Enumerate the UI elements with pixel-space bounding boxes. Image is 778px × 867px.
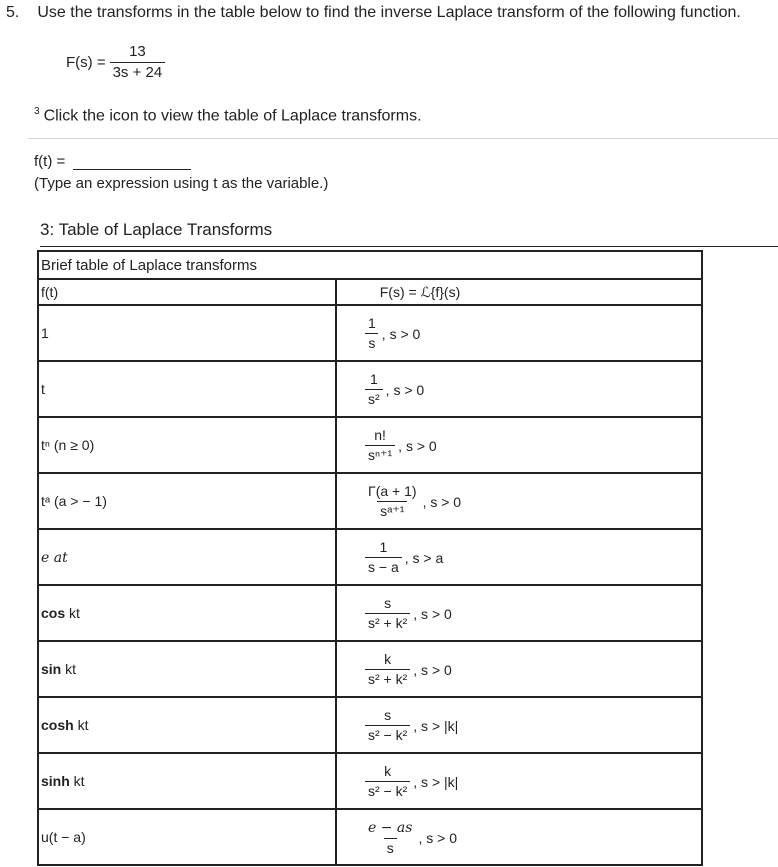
fs-numerator: 13 xyxy=(129,43,146,60)
table-caption-row xyxy=(38,251,702,279)
transfer-function xyxy=(66,44,165,81)
table-row xyxy=(38,585,702,641)
table-cell-ft xyxy=(38,809,336,865)
transform-denominator: s² + k² xyxy=(365,669,410,687)
table-cell-ft xyxy=(38,697,336,753)
col-header-fs: F(s) = ℒ{f}(s) xyxy=(336,279,702,305)
fn-expression: t xyxy=(41,381,45,397)
table-cell-ft xyxy=(38,473,336,529)
fn-arg: kt xyxy=(69,773,85,789)
transform-fraction xyxy=(365,596,410,630)
transform-denominator: s² − k² xyxy=(365,725,410,743)
table-cell-ft xyxy=(38,753,336,809)
table-caption: Brief table of Laplace transforms xyxy=(38,251,702,279)
transform-numerator: e − as xyxy=(368,819,413,836)
transform-fraction xyxy=(365,372,383,406)
transform-condition: , s > |k| xyxy=(413,717,459,734)
table-cell-ft xyxy=(38,641,336,697)
fn-expression: u(t − a) xyxy=(41,829,86,845)
table-cell-fs xyxy=(336,697,702,753)
transform-denominator: s − a xyxy=(365,557,402,575)
table-row xyxy=(38,305,702,361)
table-cell-fs xyxy=(336,473,702,529)
table-link-icon[interactable]: 3 xyxy=(34,106,40,117)
fn-expression: tᵃ (a > − 1) xyxy=(41,493,107,509)
transform-expression xyxy=(365,596,452,630)
table-window-title: 3: Table of Laplace Transforms xyxy=(40,220,273,239)
table-row xyxy=(38,809,702,865)
transform-condition: , s > 0 xyxy=(398,437,437,454)
table-cell-fs xyxy=(336,753,702,809)
fn-expression: e at xyxy=(41,549,68,566)
transform-condition: , s > 0 xyxy=(413,605,452,622)
table-row xyxy=(38,473,702,529)
transform-numerator: s xyxy=(384,707,392,724)
transform-fraction xyxy=(365,316,379,350)
fs-fraction xyxy=(110,44,166,81)
transform-expression xyxy=(365,652,452,686)
transform-fraction xyxy=(365,484,420,518)
table-window-divider xyxy=(40,246,778,247)
table-cell-ft xyxy=(38,417,336,473)
table-link-text: Click the icon to view the table of Laplace transforms. xyxy=(43,107,422,125)
table-row xyxy=(38,361,702,417)
transform-denominator: s xyxy=(365,333,378,351)
table-cell-ft xyxy=(38,529,336,585)
question-number: 5. xyxy=(6,4,20,21)
transform-fraction xyxy=(365,764,410,798)
table-header-row xyxy=(38,279,702,305)
transform-denominator: sⁿ⁺¹ xyxy=(365,445,395,463)
transform-numerator: 1 xyxy=(379,539,388,556)
transform-condition: , s > 0 xyxy=(413,661,452,678)
transform-expression xyxy=(365,821,457,855)
fn-name: sinh xyxy=(41,773,70,789)
transform-condition: , s > 0 xyxy=(418,830,457,846)
table-cell-ft xyxy=(38,585,336,641)
transform-numerator: Γ(a + 1) xyxy=(368,483,417,500)
answer-row xyxy=(34,151,191,170)
fn-name: cosh xyxy=(41,717,74,733)
transform-expression xyxy=(365,708,458,742)
fn-arg: kt xyxy=(61,661,77,677)
transform-expression xyxy=(365,764,458,798)
table-cell-fs xyxy=(336,809,702,865)
transform-numerator: s xyxy=(384,595,392,612)
transform-numerator: k xyxy=(384,763,392,780)
table-link[interactable] xyxy=(34,106,422,125)
fn-expression: tⁿ (n ≥ 0) xyxy=(41,437,95,453)
transform-denominator: s² + k² xyxy=(365,613,410,631)
transform-denominator: s xyxy=(384,838,397,856)
transform-denominator: s² xyxy=(365,389,383,407)
table-cell-ft xyxy=(38,305,336,361)
col-header-ft: f(t) xyxy=(38,279,336,305)
table-row xyxy=(38,417,702,473)
ft-label: f(t) = xyxy=(34,153,66,170)
table-cell-fs xyxy=(336,305,702,361)
question-prompt: Use the transforms in the table below to find the inverse Laplace transform of the following function. xyxy=(37,4,741,21)
section-divider xyxy=(28,138,778,139)
transform-expression xyxy=(365,372,424,406)
transform-denominator: s² − k² xyxy=(365,781,410,799)
transform-fraction xyxy=(365,540,402,574)
transform-condition: , s > 0 xyxy=(385,381,425,398)
table-row xyxy=(38,529,702,585)
transform-expression xyxy=(365,428,437,462)
transform-condition: , s > a xyxy=(404,549,444,566)
transform-numerator: n! xyxy=(374,427,386,444)
transform-fraction xyxy=(365,652,410,686)
table-row xyxy=(38,697,702,753)
answer-input[interactable] xyxy=(73,151,191,170)
transform-condition: , s > 0 xyxy=(381,325,421,342)
table-row xyxy=(38,753,702,809)
transform-condition: , s > |k| xyxy=(413,773,459,790)
answer-instruction: (Type an expression using t as the variable.) xyxy=(34,175,329,192)
fn-arg: kt xyxy=(65,605,80,621)
table-cell-fs xyxy=(336,585,702,641)
transform-condition: , s > 0 xyxy=(422,493,462,510)
transform-numerator: 1 xyxy=(368,315,376,332)
table-cell-fs xyxy=(336,641,702,697)
table-cell-ft xyxy=(38,361,336,417)
table-row xyxy=(38,641,702,697)
fs-denominator: 3s + 24 xyxy=(110,62,166,81)
fs-label: F(s) = xyxy=(66,53,106,71)
fn-name: cos xyxy=(41,605,66,621)
transform-fraction xyxy=(365,428,395,462)
transform-denominator: sᵃ⁺¹ xyxy=(377,501,407,519)
transform-numerator: k xyxy=(384,651,392,668)
transform-numerator: 1 xyxy=(369,371,378,388)
transform-fraction xyxy=(365,821,415,855)
fn-arg: kt xyxy=(73,717,89,733)
transform-expression xyxy=(365,316,420,350)
table-cell-fs xyxy=(336,417,702,473)
question-text xyxy=(6,4,741,22)
fn-expression: 1 xyxy=(41,325,49,341)
laplace-table xyxy=(37,250,703,866)
transform-fraction xyxy=(365,708,410,742)
transform-expression xyxy=(365,484,461,518)
transform-expression xyxy=(365,540,443,574)
table-cell-fs xyxy=(336,529,702,585)
fn-name: sin xyxy=(41,661,62,677)
table-cell-fs xyxy=(336,361,702,417)
